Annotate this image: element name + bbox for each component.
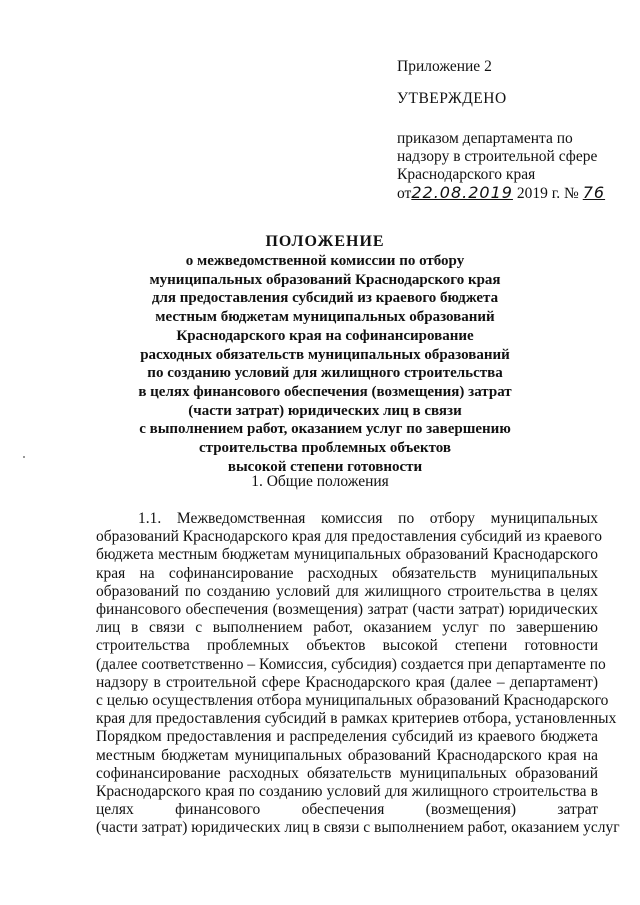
title-line: муниципальных образований Краснодарского края — [149, 271, 501, 288]
scan-speck — [23, 456, 25, 458]
title-line: с выполнением работ, оказанием услуг по завершению — [139, 421, 511, 438]
order-line-2: надзору в строительной сфере — [397, 148, 598, 165]
paragraph-line: местным бюджетам муниципальных образований Краснодарского края на — [96, 746, 598, 764]
title-line: (части затрат) юридических лиц в связи — [188, 402, 462, 419]
paragraph-line: строительства проблемных объектов высокой степени готовности — [96, 637, 598, 655]
title-line: о межведомственной комиссии по отбору — [185, 253, 465, 269]
paragraph-line: Порядком предоставления и распределения субсидий из краевого бюджета — [96, 728, 598, 746]
paragraph-line: Краснодарского края по созданию условий для жилищного строительства в — [96, 783, 598, 801]
title-line: строительства проблемных объектов — [198, 440, 452, 457]
title-line: Краснодарского края на софинансирование — [176, 327, 474, 344]
paragraph-line: (части затрат) юридических лиц в связи с выполнением работ, оказанием услуг — [96, 819, 620, 837]
document-title — [115, 232, 535, 476]
title-main: ПОЛОЖЕНИЕ — [265, 233, 385, 250]
handwritten-date: 22.08.2019 — [411, 183, 513, 202]
paragraph-line: лиц в связи с выполнением работ, оказанием услуг по завершению — [96, 619, 598, 637]
order-line-3: Краснодарского края — [397, 166, 536, 183]
paragraph-line: края для предоставления субсидий в рамках критериев отбора, установленных — [96, 710, 617, 728]
paragraph-line: с целью осуществления отбора муниципальных образований Краснодарского — [96, 692, 609, 710]
paragraph-line: 1.1. Межведомственная комиссия по отбору муниципальных — [138, 510, 598, 527]
title-line: для предоставления субсидий из краевого бюджета — [151, 290, 499, 307]
title-line: высокой степени готовности — [227, 458, 423, 475]
paragraph-line: бюджета местным бюджетам муниципальных образований Краснодарского — [96, 546, 598, 564]
handwritten-number: 76 — [582, 183, 606, 202]
appendix-label: Приложение 2 — [397, 58, 492, 75]
paragraph-line: образований Краснодарского края для предоставления субсидий из краевого — [96, 528, 602, 546]
paragraph-line: финансового обеспечения (возмещения) затрат (части затрат) юридических — [96, 601, 598, 619]
section-heading: 1. Общие положения — [251, 473, 389, 490]
order-date-line — [397, 184, 627, 203]
date-prefix: от — [397, 185, 412, 202]
title-line: расходных обязательств муниципальных образований — [140, 346, 510, 363]
approved-label: УТВЕРЖДЕНО — [397, 90, 507, 107]
title-line: по созданию условий для жилищного строительства — [147, 365, 503, 382]
paragraph-line: целях финансового обеспечения (возмещения) затрат — [96, 801, 598, 819]
title-line: в целях финансового обеспечения (возмещения) затрат — [138, 383, 512, 400]
paragraph-line: (далее соответственно – Комиссия, субсидия) создается при департаменте по — [96, 655, 606, 673]
paragraph-line: софинансирование расходных обязательств муниципальных образований — [96, 764, 598, 782]
paragraph-line: образований по созданию условий для жилищного строительства в целях — [96, 582, 598, 600]
title-line: местным бюджетам муниципальных образований — [155, 309, 495, 326]
paragraph-1-1 — [96, 510, 620, 838]
date-suffix: 2019 г. № — [516, 185, 579, 202]
paragraph-line: надзору в строительной сфере Краснодарского края (далее – департамент) — [96, 673, 598, 691]
paragraph-line: края на софинансирование расходных обязательств муниципальных — [96, 564, 598, 582]
approval-block — [397, 58, 627, 203]
order-line-1: приказом департамента по — [397, 130, 573, 147]
